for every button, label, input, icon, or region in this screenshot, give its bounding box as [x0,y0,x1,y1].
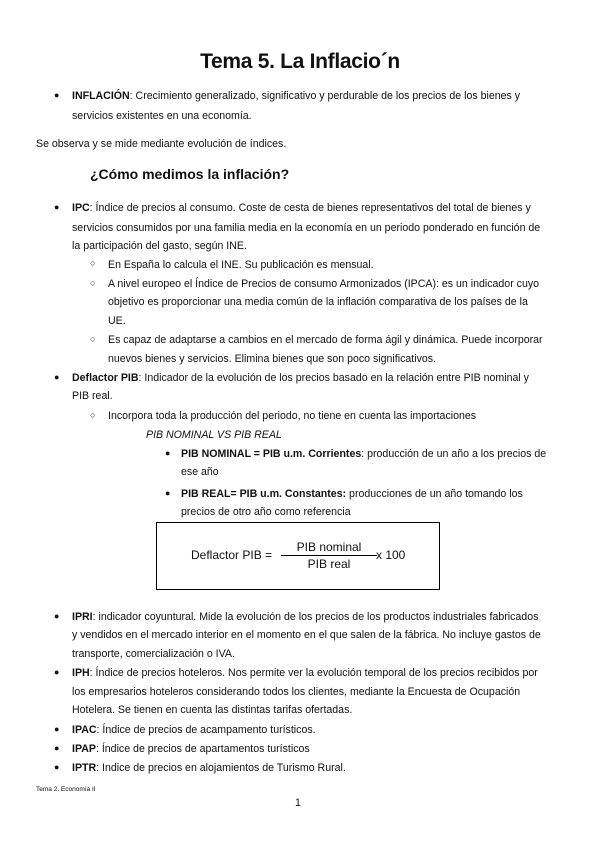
pib-nominal-line-2: ese año [181,466,219,478]
bullet-icon: ● [54,202,60,212]
ipc-sub-2-line-2: objetivo es proporcionar una media común de la inflación comparativa de los países de la [108,296,528,308]
bullet-icon: ● [54,743,60,753]
formula-rhs: x 100 [376,548,406,562]
ipc-sub-3-line-2: nuevos bienes y servicios. Elimina bienes que son poco significativos. [108,353,436,365]
formula-box [156,522,440,590]
deflactor-sub-1: Incorpora toda la producción del periodo, no tiene en cuenta las importaciones [108,410,477,422]
deflactor-line-2: PIB real. [72,390,113,402]
ipc-line-1: IPC: Índice de precios al consumo. Coste de cesta de bienes representativos del total de bienes y [72,202,531,214]
intro-line-2: servicios existentes en una economía. [72,110,252,122]
iph-line-3: Hotelera. Se tienen en cuenta las distintas tarifas ofertadas. [72,704,353,716]
ipc-sub-3-line-1: Es capaz de adaptarse a cambios en el mercado de forma ágil y dinámica. Puede incorporar [108,334,543,346]
formula-lhs: Deflactor PIB = [191,548,273,562]
bullet-icon: ● [54,90,60,100]
ipc-sub-2-line-3: UE. [108,315,126,327]
page-title: Tema 5. La Inflacio´n [200,50,400,73]
ipri-line-3: transporte, comercialización o IVA. [72,648,235,660]
bullet-icon: ● [54,724,60,734]
ipac-line: IPAC: Índice de precios de acampamento turísticos. [72,724,316,736]
ipc-line-3: la participación del gasto, según INE. [72,240,247,252]
observe-text: Se observa y se mide mediante evolución de índices. [36,138,287,150]
bullet-icon: ● [165,448,171,458]
pib-real-line-2: precios de otro año como referencia [181,506,351,518]
bullet-icon: ● [54,762,60,772]
bullet-icon: ● [54,372,60,382]
pib-real-line-1: PIB REAL= PIB u.m. Constantes: producciones de un año tomando los [181,488,523,500]
bullet-icon: ● [54,667,60,677]
formula-denominator: PIB real [307,557,351,571]
pib-nominal-line-1: PIB NOMINAL = PIB u.m. Corrientes: producción de un año a los precios de [181,448,547,460]
ipc-line-2: servicios consumidos por una familia media en la economía en un periodo ponderado en función de [72,222,541,234]
iph-line-1: IPH: Índice de precios hoteleros. Nos permite ver la evolución temporal de los precios recibidos por [72,667,538,679]
bullet-icon: ● [54,611,60,621]
fraction-line [281,555,377,556]
iptr-line: IPTR: Indice de precios en alojamientos de Turismo Rural. [72,762,346,774]
ipap-line: IPAP: Índice de precios de apartamentos turísticos [72,743,310,755]
circle-bullet-icon: ○ [90,278,96,288]
circle-bullet-icon: ○ [90,258,96,268]
ipri-line-2: y vendidos en el mercado interior en el momento en el que salen de la fábrica. No incluye gastos de [72,629,541,641]
ipri-line-1: IPRI: indicador coyuntural. Mide la evolución de los precios de los productos industriales fabricados [72,611,539,623]
section-subtitle: ¿Cómo medimos la inflación? [90,166,290,182]
formula-numerator: PIB nominal [296,540,362,554]
footer-text: Tema 2. Economía II [36,786,96,793]
iph-line-2: los empresarios hoteleros considerando todos los clientes, mediante la Encuesta de Ocupación [72,686,521,698]
ipc-sub-1: En España lo calcula el INE. Su publicación es mensual. [108,259,374,271]
page-number: 1 [295,797,301,809]
circle-bullet-icon: ○ [90,410,96,420]
bullet-icon: ● [165,488,171,498]
ipc-sub-2-line-1: A nivel europeo el Índice de Precios de consumo Armonizados (IPCA): es un indicador cuyo [108,278,540,290]
deflactor-line-1: Deflactor PIB: Indicador de la evolución de los precios basado en la relación entre PIB nominal y [72,372,529,384]
pib-vs-heading: PIB NOMINAL VS PIB REAL [146,429,282,441]
intro-line-1: INFLACIÓN: Crecimiento generalizado, significativo y perdurable de los precios de los bienes y [72,90,521,102]
circle-bullet-icon: ○ [90,334,96,344]
